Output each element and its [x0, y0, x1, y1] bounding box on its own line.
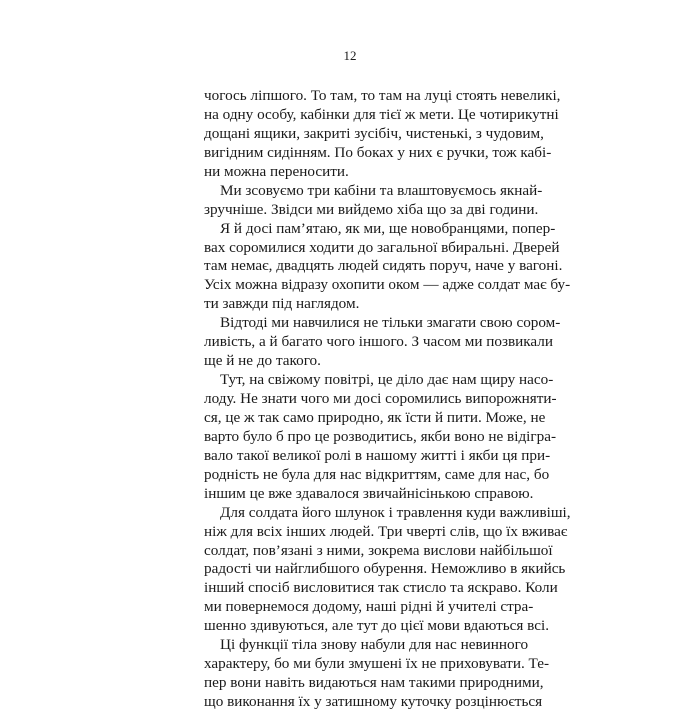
text-line: Для солдата його шлунок і травлення куди важливіші,: [220, 503, 571, 521]
text-line: вало такої великої ролі в нашому житті і якби ця при-: [204, 446, 551, 464]
text-line: зручніше. Звідси ми вийдемо хіба що за дві години.: [204, 200, 539, 218]
text-line: іншим це вже здавалося звичайнісінькою справою.: [204, 484, 534, 502]
text-line: шенно здивуються, але тут до цієї мови вдаються всі.: [204, 617, 550, 635]
text-line: ни можна переносити.: [204, 162, 349, 180]
text-line: Тут, на свіжому повітрі, це діло дає нам щиру насо-: [220, 371, 554, 389]
paragraph: [204, 314, 561, 371]
text-line: на одну особу, кабінки для тієї ж мети. Це чотирикутні: [204, 105, 559, 123]
text-line: чогось ліпшого. То там, то там на луці стоять невеликі,: [204, 87, 561, 104]
text-line: Ми зсовуємо три кабіни та влаштовуємось якнай-: [220, 181, 543, 199]
text-line: ми повернемося додому, наші рідні й учителі стра-: [204, 598, 534, 616]
text-line: ще й не до такого.: [204, 352, 321, 370]
text-line: характеру, бо ми були змушені їх не приховувати. Те-: [204, 655, 550, 673]
paragraph: [204, 636, 550, 712]
page-number: 12: [343, 48, 357, 63]
text-line: лоду. Не знати чого ми досі соромились випорожняти-: [204, 390, 557, 407]
text-line: Усіх можна відразу охопити оком — адже солдат має бу-: [204, 276, 571, 294]
text-line: родність не була для нас відкриттям, саме для нас, бо: [204, 465, 550, 483]
text-line: Ці функції тіла знову набули для нас невинного: [220, 636, 529, 654]
text-line: ливість, а й багато чого іншого. З часом ми позвикали: [204, 333, 553, 351]
text-line: вах соромилися ходити до загальної вбиральні. Дверей: [204, 238, 560, 256]
text-line: дощані ящики, закриті зусібіч, чистенькі, з чудовим,: [204, 124, 544, 142]
body-text: [204, 87, 571, 712]
text-line: Я й досі пам’ятаю, як ми, ще новобранцями, попер-: [220, 219, 556, 237]
text-line: там немає, двадцять людей сидять поруч, наче у вагоні.: [204, 257, 563, 275]
text-line: Відтоді ми навчилися не тільки змагати свою сором-: [220, 314, 561, 332]
text-line: ти завжди під наглядом.: [204, 295, 360, 313]
text-line: інший спосіб висловитися так стисло та яскраво. Коли: [204, 579, 558, 597]
text-line: радості чи найглибшого обурення. Неможливо в якийсь: [204, 560, 566, 578]
paragraph: [204, 503, 571, 637]
text-line: солдат, пов’язані з ними, зокрема вислови найбільшої: [204, 541, 553, 559]
paragraph: [204, 181, 543, 220]
text-line: що виконання їх у затишному куточку розцінюється: [204, 693, 543, 710]
paragraph: [204, 371, 557, 504]
text-line: ніж для всіх інших людей. Три чверті слів, що їх вживає: [204, 522, 568, 540]
text-line: варто було б про це розводитись, якби воно не відігра-: [204, 427, 557, 445]
text-line: пер вони навіть видаються нам такими природними,: [204, 674, 544, 692]
paragraph: [204, 87, 561, 182]
text-line: вигідним сидінням. По боках у них є ручки, тож кабі-: [204, 143, 552, 161]
text-line: ся, це ж так само природно, як їсти й пити. Може, не: [204, 408, 546, 426]
paragraph: [204, 219, 571, 315]
